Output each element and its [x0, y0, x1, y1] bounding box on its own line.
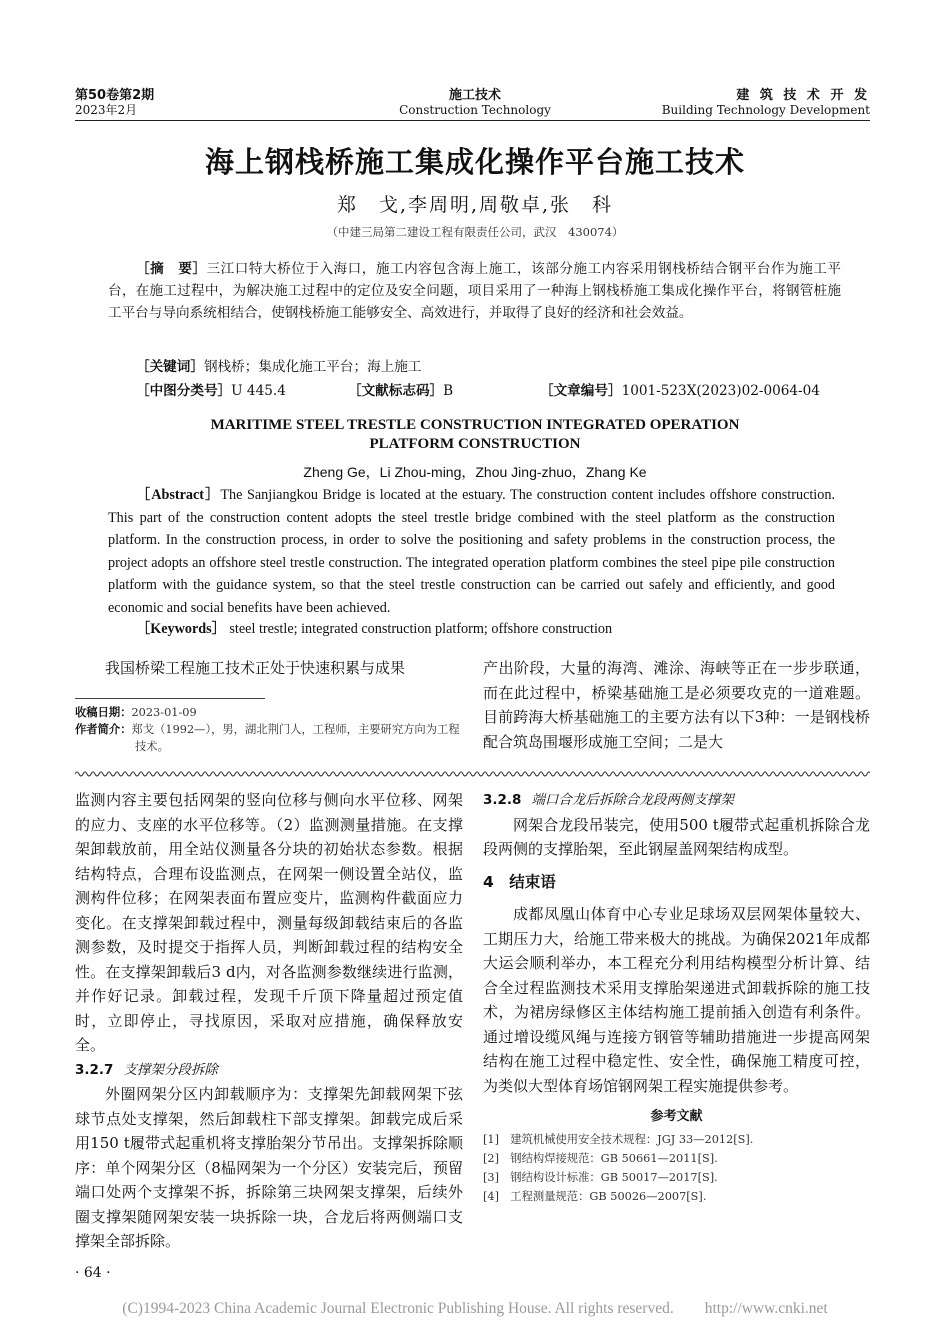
abstract-cn-text: 三江口特大桥位于入海口，施工内容包含海上施工，该部分施工内容采用钢栈桥结合钢平台作为施工平台，在施工过程中，为解决施工过程中的定位及安全问题，项目采用了一种海上钢栈桥施工集成化操作平台，将钢管桩施工平台与导向系统相结合，使钢栈桥施工能够安全、高效进行，并取得了良好的经济和社会效益。 — [108, 261, 842, 321]
references-list — [483, 1130, 870, 1206]
header-volume: 第50卷第2期 — [75, 88, 155, 103]
header-rule — [75, 120, 870, 121]
paper-affiliation: （中建三局第二建设工程有限责任公司，武汉 430074） — [326, 225, 624, 239]
section-3-2-7-title: 支撑架分段拆除 — [123, 1061, 218, 1078]
english-title-line2: PLATFORM CONSTRUCTION — [369, 436, 581, 452]
footnote-author — [75, 721, 465, 755]
article-number-label: ［文章编号］ — [540, 383, 622, 399]
intro-right — [483, 656, 870, 754]
clc-label: ［中图分类号］ — [136, 383, 232, 399]
intro-left — [75, 656, 463, 681]
reference-item: [2] 钢结构焊接规范：GB 50661—2011[S]. — [483, 1152, 718, 1165]
right-col-paragraph-1: 网架合龙段吊装完，使用500 t履带式起重机拆除合龙段两侧的支撑胎架，至此钢屋盖网架结构成型。 — [483, 815, 870, 858]
paper-authors: 郑 戈,李周明,周敬卓,张 科 — [336, 194, 614, 216]
intro-left-text: 我国桥梁工程施工技术正处于快速积累与成果 — [105, 659, 406, 677]
keywords-cn-text: 钢栈桥；集成化施工平台；海上施工 — [203, 359, 422, 375]
footnote-received-label: 收稿日期： — [75, 706, 132, 719]
article-number — [540, 380, 820, 402]
section-3-2-8-number: 3.2.8 — [483, 792, 522, 808]
reference-item: [3] 钢结构设计标准：GB 50017—2017[S]. — [483, 1171, 718, 1184]
article-number-value: 1001-523X(2023)02-0064-04 — [621, 383, 820, 399]
keywords-cn-label: ［关键词］ — [136, 359, 204, 375]
abstract-cn-label: ［摘 要］ — [136, 261, 207, 277]
references-title: 参考文献 — [650, 1109, 703, 1124]
footnote-rule — [75, 698, 265, 699]
english-title — [0, 416, 950, 454]
left-col-paragraph-1: 监测内容主要包括网架的竖向位移与侧向水平位移、网架的应力、支座的水平位移等。（2）监测测量措施。在支撑架卸载放前，用全站仪测量各分块的初始状态参数。根据结构特点，合理布设监测点，在网架一侧设置全站仪，监测构件位移；在网架表面布置应变片，监测构件截面应力变化。在支撑架卸载过程中，测量每级卸载结束后的各监测参数，及时提交于指挥人员，判断卸载过程的结构安全性。在支撑架卸载后3 d内，对各监测参数继续进行监测，并作好记录。卸载过程，发现千斤顶下降量超过预定值时，立即停止，寻找原因，采取对应措施，确保释放安全。 — [75, 791, 463, 1054]
keywords-cn — [136, 356, 421, 378]
paper-title: 海上钢栈桥施工集成化操作平台施工技术 — [204, 145, 745, 179]
keywords-en — [136, 618, 612, 641]
keywords-en-label: ［Keywords］ — [136, 621, 226, 637]
header-journal-block — [662, 88, 870, 117]
doc-code-label: ［文献标志码］ — [348, 383, 444, 399]
section-3-2-7-number: 3.2.7 — [75, 1061, 114, 1078]
header-section-en: Construction Technology — [399, 103, 551, 117]
left-col-paragraph-2: 外圈网架分区内卸载顺序为：支撑架先卸载网架下弦球节点处支撑架，然后卸载柱下部支撑架。卸载完成后采用150 t履带式起重机将支撑胎架分节吊出。支撑架拆除顺序：单个网架分区（8榀网架为一个分区）安装完后，预留端口处两个支撑架不拆，拆除第三块网架支撑架，后续外圈支撑架随网架安装一块拆除一块，合龙后将两侧端口支撑架全部拆除。 — [75, 1085, 463, 1250]
reference-item: [1] 建筑机械使用安全技术规程：JGJ 33—2012[S]. — [483, 1133, 754, 1146]
section-3-2-7-heading — [75, 1058, 463, 1083]
clc-value: U 445.4 — [231, 383, 286, 399]
footnote — [75, 704, 465, 755]
left-column — [75, 788, 463, 1254]
clc-number — [136, 380, 286, 402]
english-authors: Zheng Ge，Li Zhou-ming，Zhou Jing-zhuo，Zhang Ke — [303, 464, 647, 480]
abstract-cn — [108, 258, 841, 324]
doc-code-value: B — [443, 383, 454, 399]
footnote-received-value: 2023-01-09 — [131, 706, 197, 719]
english-title-line1: MARITIME STEEL TRESTLE CONSTRUCTION INTEGRATED OPERATION — [210, 417, 740, 433]
wavy-separator — [75, 770, 870, 778]
keywords-en-text: steel trestle; integrated construction platform; offshore construction — [229, 621, 613, 637]
doc-code — [348, 380, 453, 402]
intro-right-text: 产出阶段，大量的海湾、滩涂、海峡等正在一步步联通，而在此过程中，桥梁基础施工是必须要攻克的一道难题。目前跨海大桥基础施工的主要方法有以下3种：一是钢栈桥配合筑岛围堰形成施工空间；二是大 — [483, 659, 870, 751]
section-3-2-8-heading — [483, 788, 870, 813]
copyright-watermark: (C)1994-2023 China Academic Journal Electronic Publishing House. All rights reserved. http://www.cnki.net — [122, 1300, 828, 1317]
footnote-author-label: 作者简介： — [75, 723, 132, 736]
header-journal-en: Building Technology Development — [661, 103, 870, 117]
abstract-en-text: The Sanjiangkou Bridge is located at the estuary. The construction content includes offshore construction. This part of the construction content adopts the steel trestle bridge combined with the steel platform as the construction platform. In the construction process, in order to solve the positioning and safety problems in the construction process, the project adopts an offshore steel trestle construction. The integrated operation platform combines the steel pipe pile construction platform with the guidance system, so that the steel trestle construction can be carried out safely and efficiently, and good economic and social benefits have been achieved. — [108, 487, 835, 616]
abstract-en — [108, 484, 835, 619]
footnote-received — [75, 704, 465, 721]
reference-item: [4] 工程测量规范：GB 50026—2007[S]. — [483, 1190, 707, 1203]
section-3-2-8-title: 端口合龙后拆除合龙段两侧支撑架 — [531, 792, 734, 808]
header-journal-cn: 建 筑 技 术 开 发 — [736, 88, 870, 103]
right-col-paragraph-2: 成都凤凰山体育中心专业足球场双层网架体量较大、工期压力大，给施工带来极大的挑战。为确保2021年成都大运会顺利举办，本工程充分利用结构模型分析计算、结合全过程监测技术采用支撑胎架递进式卸载拆除的施工技术，为裙房绿修区主体结构施工提前插入创造有利条件。通过增设缆风绳与连接方钢管等辅助措施进一步提高网架结构在施工过程中稳定性、安全性，确保施工精度可控，为类似大型体育场馆钢网架工程实施提供参考。 — [483, 905, 870, 1095]
header-section-cn: 施工技术 — [448, 88, 501, 103]
header-date: 2023年2月 — [75, 103, 138, 117]
page-number: · 64 · — [75, 1265, 111, 1281]
section-4-heading: 4 结束语 — [483, 872, 556, 891]
abstract-en-label: ［Abstract］ — [136, 487, 221, 503]
right-column — [483, 788, 870, 1206]
footnote-author-value: 郑戈（1992—），男，湖北荆门人，工程师，主要研究方向为工程技术。 — [131, 723, 460, 753]
